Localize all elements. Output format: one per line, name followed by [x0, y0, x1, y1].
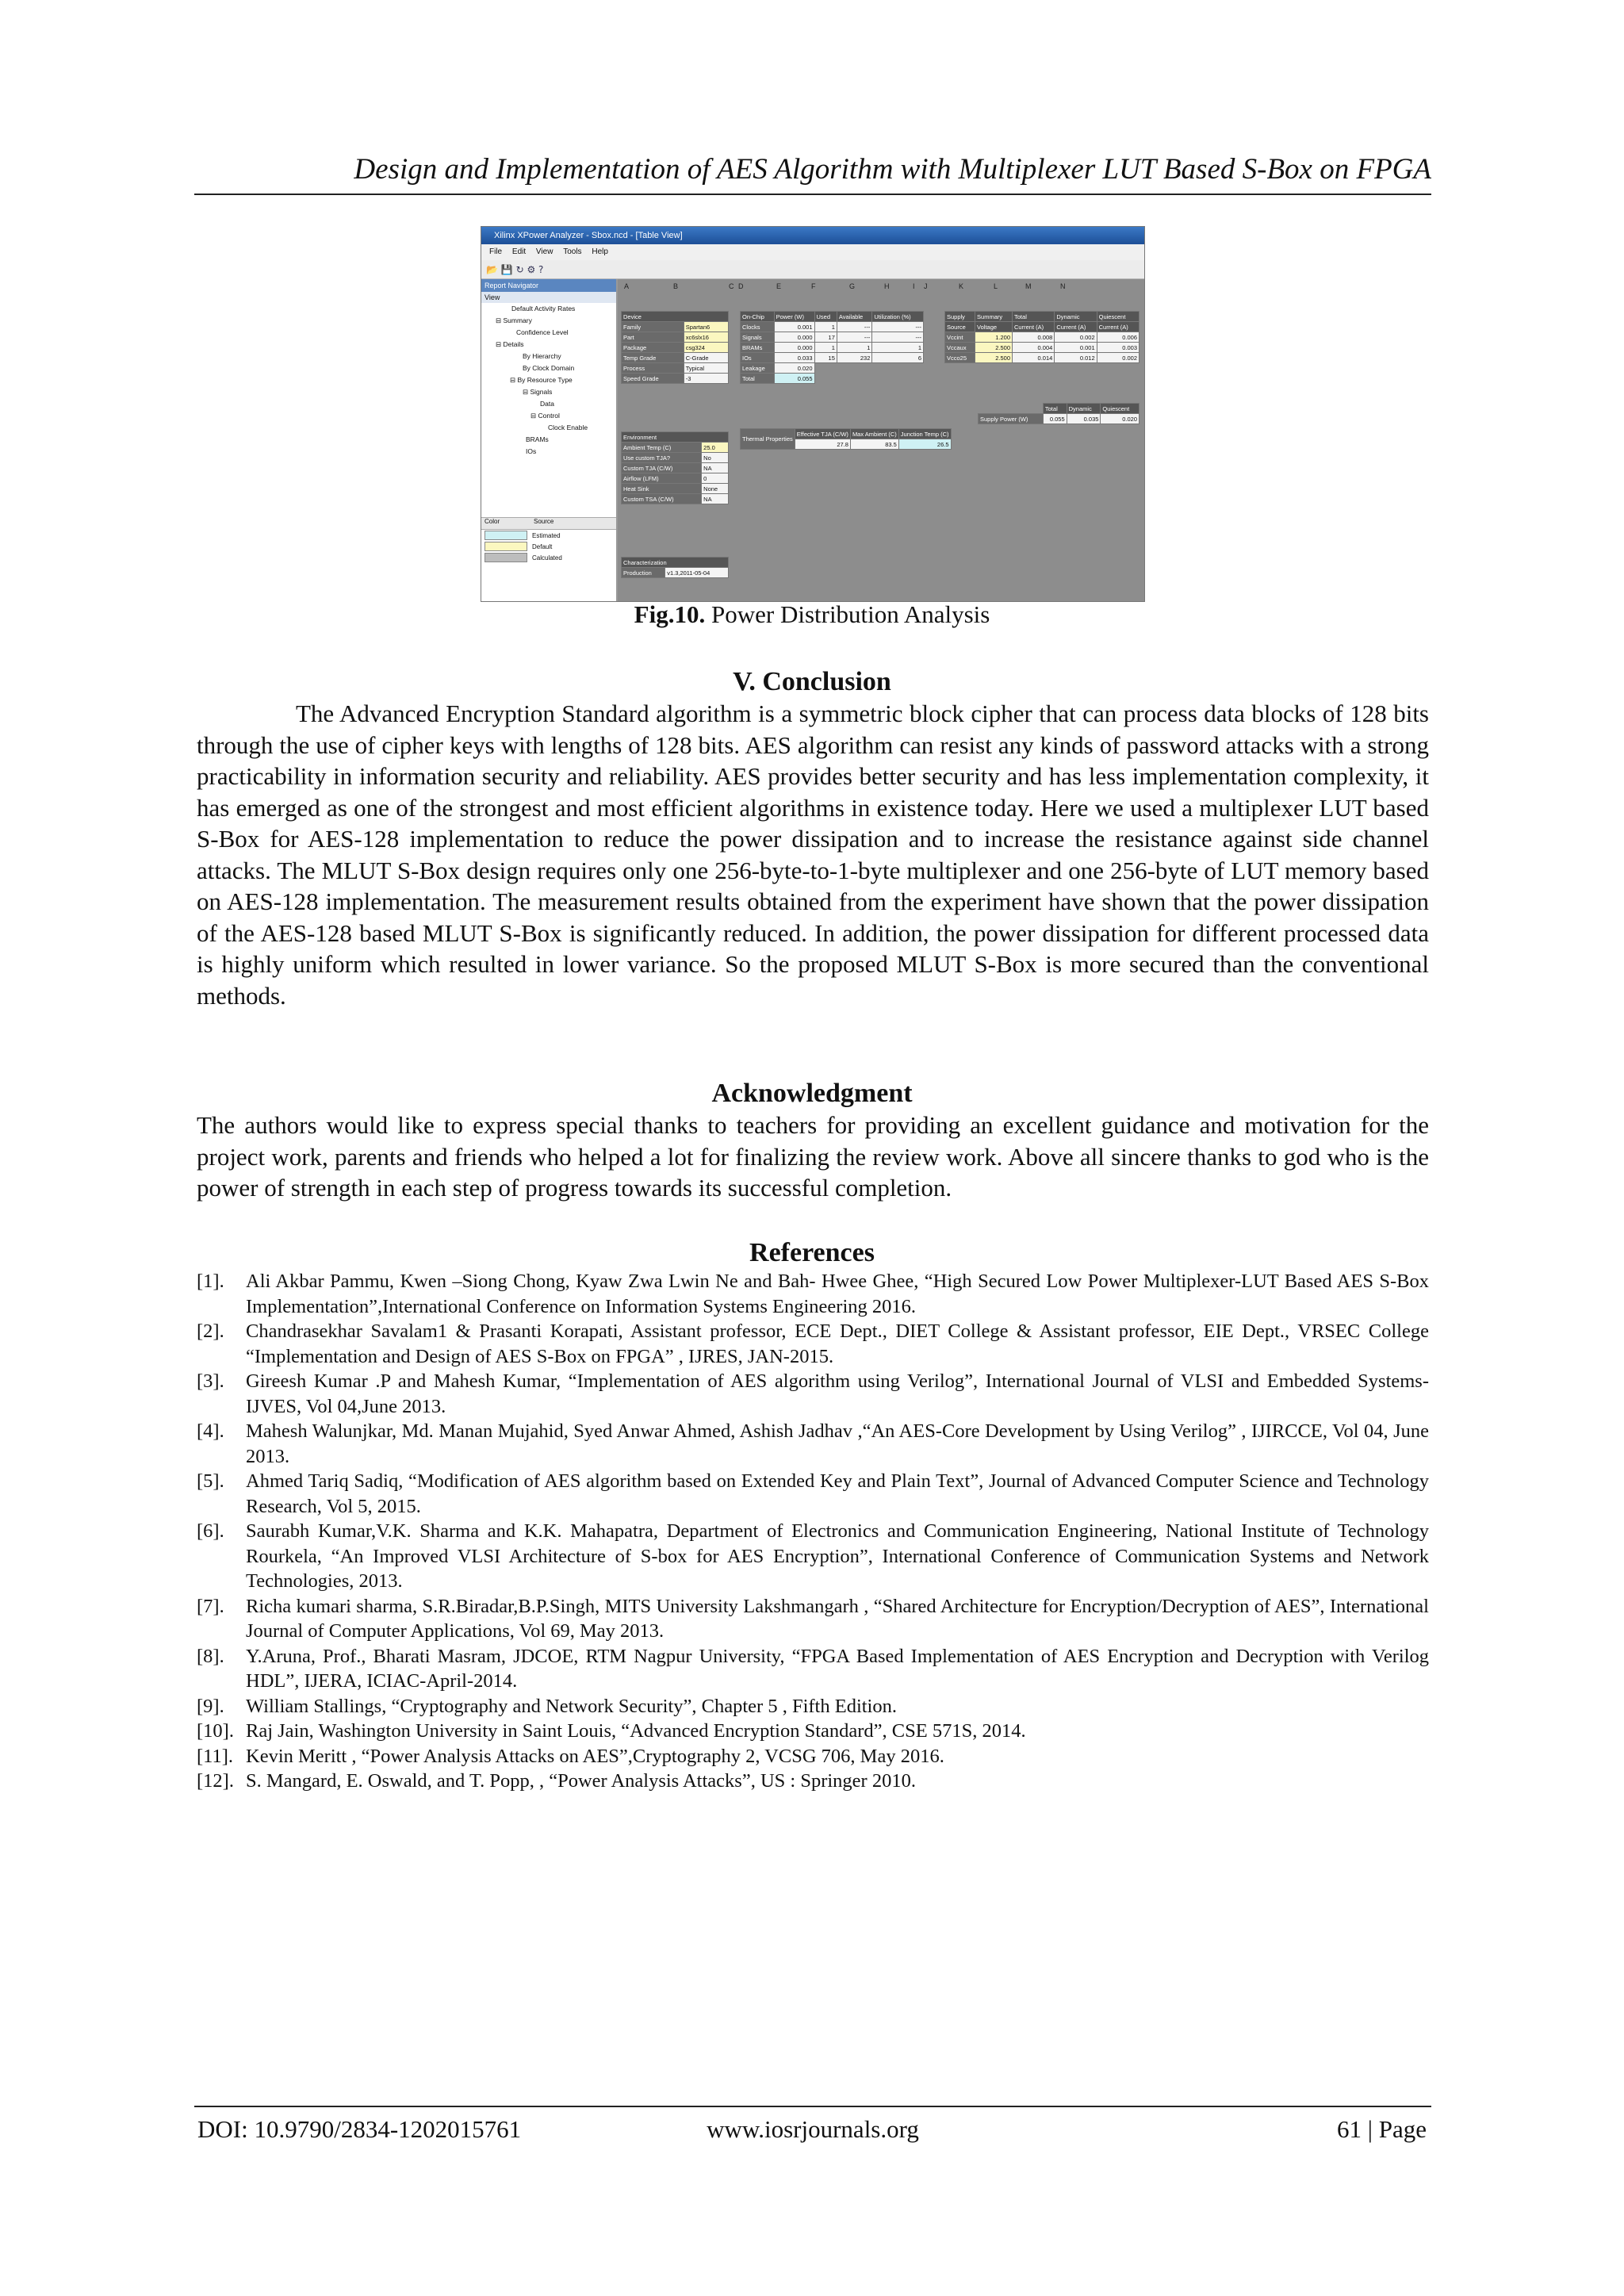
reference-text: Ahmed Tariq Sadiq, “Modification of AES algorithm based on Extended Key and Plain Text”, Journal of Advanced Computer Science and Technology Research, Vol 5, 2015.: [246, 1470, 1429, 1517]
device-value[interactable]: xc6slx16: [684, 332, 728, 343]
onchip-header: Used: [814, 312, 837, 322]
supply-subheader: Current (A): [1055, 322, 1097, 332]
conclusion-paragraph: The Advanced Encryption Standard algorithm is a symmetric block cipher that can process data blocks of 128 bits through the use of cipher keys with lengths of 128 bits. AES algorithm can resist any kinds of password attacks with a strong practicability in information security and reliability. AES provides better security and has less implementation complexity, it has emerged as one of the strongest and most efficient algorithms in existence today. Here we used a multiplexer LUT based S-Box for AES-128 implementation to reduce the power dissipation and to increase the resistance against side channel attacks. The MLUT S-Box design requires only one 256-byte-to-1-byte multiplexer and one 256-byte of LUT memory based on AES-128 implementation. The measurement results obtained from the experiment have shown that the power dissipation of the AES-128 based MLUT S-Box is significantly reduced. In addition, the power dissipation for different processed data is highly uniform which resulted in lower variance. So the proposed MLUT S-Box is more secured than the conventional methods.: [197, 700, 1429, 1010]
col-letter: L: [994, 282, 998, 290]
reference-number: [1].: [197, 1271, 224, 1292]
environment-label: Heat Sink: [622, 484, 702, 494]
window-title: Xilinx XPower Analyzer - Sbox.ncd - [Table View]: [481, 227, 1144, 244]
menu-help[interactable]: Help: [592, 247, 608, 256]
onchip-cell: 15: [814, 353, 837, 363]
nav-item[interactable]: Confidence Level: [516, 328, 569, 336]
device-label: Process: [622, 363, 684, 374]
onchip-label: BRAMs: [741, 343, 775, 353]
nav-item[interactable]: ⊟ Control: [530, 412, 560, 420]
onchip-cell: 0.000: [774, 332, 814, 343]
supply-cell: 0.006: [1097, 332, 1139, 343]
supply-power-header: Dynamic: [1067, 404, 1101, 414]
onchip-cell: 0.000: [774, 343, 814, 353]
legend-swatch: [485, 542, 527, 551]
acknowledgment-paragraph: The authors would like to express special thanks to teachers for providing an excellent guidance and motivation for the project work, parents and friends who helped a lot for finalizing the review work. Above all sincere thanks to god who is the power of strength in each step of progress towards its successful completion.: [197, 1111, 1429, 1202]
reference-item: [197, 1269, 1429, 1319]
device-label: Temp Grade: [622, 353, 684, 363]
characterization-table: [621, 557, 729, 578]
menu-tools[interactable]: Tools: [563, 247, 582, 256]
device-label: Family: [622, 322, 684, 332]
onchip-label: Total: [741, 374, 775, 384]
supply-header: Quiescent: [1097, 312, 1139, 322]
supply-subheader: Current (A): [1013, 322, 1055, 332]
menu-edit[interactable]: Edit: [511, 247, 527, 256]
supply-label: Vccaux: [945, 343, 975, 353]
legend-label: Calculated: [532, 554, 562, 562]
supply-header: Summary: [975, 312, 1013, 322]
supply-cell: 0.004: [1013, 343, 1055, 353]
acknowledgment-heading: Acknowledgment: [711, 1079, 913, 1108]
figure-caption: [0, 599, 1624, 631]
supply-subheader: Source: [945, 322, 975, 332]
onchip-header: On-Chip: [741, 312, 775, 322]
nav-item[interactable]: Data: [540, 400, 554, 408]
nav-item[interactable]: ⊟ Details: [496, 340, 524, 348]
nav-item[interactable]: IOs: [526, 447, 537, 455]
page-footer: [194, 2106, 1431, 2143]
reference-number: [2].: [197, 1320, 224, 1342]
col-letter: K: [959, 282, 964, 290]
supply-cell: 0.001: [1055, 343, 1097, 353]
environment-label: Ambient Temp (C): [622, 443, 702, 453]
reference-number: [11].: [197, 1745, 234, 1767]
reference-text: Richa kumari sharma, S.R.Biradar,B.P.Singh, MITS University Lakshmangarh , “Shared Architecture for Encryption/Decryption of AES”, International Journal of Computer Applications, Vol 69, May 2013.: [246, 1595, 1429, 1642]
nav-item[interactable]: By Hierarchy: [523, 352, 561, 360]
reference-item: [197, 1744, 1429, 1769]
supply-voltage[interactable]: 1.200: [975, 332, 1013, 343]
reference-text: Y.Aruna, Prof., Bharati Masram, JDCOE, RTM Nagpur University, “FPGA Based Implementation of AES Encryption and Decryption with Verilog HDL”, IJERA, ICIAC-April-2014.: [246, 1645, 1429, 1692]
thermal-max-ambient: 83.5: [850, 439, 898, 450]
onchip-total: 0.055: [774, 374, 814, 384]
legend-header: [481, 517, 616, 530]
environment-table: [621, 431, 729, 504]
onchip-cell: 1: [814, 343, 837, 353]
supply-label: Vcco25: [945, 353, 975, 363]
col-letter: M: [1025, 282, 1032, 290]
col-letter: F: [811, 282, 816, 290]
onchip-header: Utilization (%): [872, 312, 924, 322]
report-navigator-title: Report Navigator: [481, 279, 616, 292]
col-letter: A: [624, 282, 630, 290]
reference-number: [7].: [197, 1595, 224, 1617]
thermal-header: Junction Temp (C): [898, 429, 951, 439]
onchip-cell: ---: [872, 332, 924, 343]
menu-file[interactable]: File: [489, 247, 503, 256]
reference-number: [12].: [197, 1770, 234, 1792]
nav-item[interactable]: Clock Enable: [548, 424, 588, 431]
supply-power-dynamic: 0.035: [1067, 414, 1101, 424]
supply-cell: 0.008: [1013, 332, 1055, 343]
onchip-cell: 17: [814, 332, 837, 343]
supply-power-table: [978, 403, 1139, 424]
reference-item: [197, 1469, 1429, 1519]
reference-number: [9].: [197, 1695, 224, 1717]
environment-header: Environment: [622, 432, 729, 443]
supply-cell: 0.003: [1097, 343, 1139, 353]
reference-text: Raj Jain, Washington University in Saint Louis, “Advanced Encryption Standard”, CSE 571S, 2014.: [246, 1720, 1026, 1742]
reference-number: [5].: [197, 1470, 224, 1492]
legend-row: [481, 530, 616, 541]
supply-label: Vccint: [945, 332, 975, 343]
device-value[interactable]: -3: [684, 374, 728, 384]
footer-doi: DOI: 10.9790/2834-1202015761: [197, 2115, 522, 2143]
device-value[interactable]: csg324: [684, 343, 728, 353]
onchip-label: Clocks: [741, 322, 775, 332]
onchip-cell: 232: [837, 353, 872, 363]
reference-number: [6].: [197, 1520, 224, 1542]
refresh-icon[interactable]: ↻: [515, 264, 524, 275]
figure-caption-text: Power Distribution Analysis: [710, 600, 990, 628]
supply-power-header: Quiescent: [1101, 404, 1139, 414]
supply-power-quiescent: 0.020: [1101, 414, 1139, 424]
onchip-label: Signals: [741, 332, 775, 343]
power-analyzer-screenshot: [481, 226, 1145, 602]
reference-text: Mahesh Walunjkar, Md. Manan Mujahid, Syed Anwar Ahmed, Ashish Jadhav ,“An AES-Core Development by Using Verilog” , IJIRCCE, Vol 04, June 2013.: [246, 1420, 1429, 1467]
thermal-label: Thermal Properties: [741, 429, 795, 450]
reference-text: Chandrasekhar Savalam1 & Prasanti Korapati, Assistant professor, ECE Dept., DIET College & Assistant professor, EIE Dept., VRSEC College “Implementation and Design of AES S-Box on FPGA” , IJRES, JAN-2015.: [246, 1320, 1429, 1367]
legend-row: [481, 541, 616, 552]
device-value[interactable]: Spartan6: [684, 322, 728, 332]
thermal-properties-table: [740, 428, 952, 450]
col-letter: H: [884, 282, 890, 290]
reference-number: [10].: [197, 1720, 234, 1742]
supply-header: Dynamic: [1055, 312, 1097, 322]
environment-label: Custom TJA (C/W): [622, 463, 702, 473]
save-icon[interactable]: 💾: [500, 264, 513, 275]
supply-subheader: Voltage: [975, 322, 1013, 332]
thermal-header: Effective TJA (C/W): [795, 429, 850, 439]
onchip-header: Power (W): [774, 312, 814, 322]
col-letter: B: [673, 282, 679, 290]
legend-label: Estimated: [532, 531, 561, 539]
open-icon[interactable]: 📂: [486, 264, 498, 275]
environment-value[interactable]: NA: [702, 494, 729, 504]
nav-item[interactable]: Default Activity Rates: [511, 305, 576, 312]
reference-text: S. Mangard, E. Oswald, and T. Popp, , “Power Analysis Attacks”, US : Springer 2010.: [246, 1770, 916, 1792]
supply-power-label: Supply Power (W): [979, 414, 1044, 424]
footer-page-number: 61 | Page: [1337, 2115, 1427, 2143]
supply-subheader: Current (A): [1097, 322, 1139, 332]
device-label: Package: [622, 343, 684, 353]
onchip-header: Available: [837, 312, 872, 322]
reference-item: [197, 1319, 1429, 1369]
reference-item: [197, 1594, 1429, 1644]
legend-swatch: [485, 531, 527, 540]
supply-voltage[interactable]: 2.500: [975, 343, 1013, 353]
onchip-label: IOs: [741, 353, 775, 363]
references-heading: References: [749, 1238, 875, 1267]
device-table: [621, 311, 729, 384]
reference-item: [197, 1644, 1429, 1694]
settings-icon[interactable]: ⚙: [527, 264, 536, 275]
menu-view[interactable]: View: [535, 247, 553, 256]
onchip-cell: ---: [837, 322, 872, 332]
reference-text: Gireesh Kumar .P and Mahesh Kumar, “Implementation of AES algorithm using Verilog”, International Journal of VLSI and Embedded Systems-IJVES, Vol 04,June 2013.: [246, 1370, 1429, 1417]
running-header: [194, 151, 1431, 195]
thermal-tja: 27.8: [795, 439, 850, 450]
col-letter: C: [729, 282, 734, 290]
environment-value[interactable]: No: [702, 453, 729, 463]
device-value[interactable]: Typical: [684, 363, 728, 374]
environment-value[interactable]: 0: [702, 473, 729, 484]
environment-label: Use custom TJA?: [622, 453, 702, 463]
supply-power-total: 0.055: [1043, 414, 1067, 424]
supply-cell: 0.002: [1055, 332, 1097, 343]
col-letter: I: [913, 282, 915, 290]
nav-item[interactable]: ⊟ Signals: [523, 388, 553, 396]
reference-text: Saurabh Kumar,V.K. Sharma and K.K. Mahapatra, Department of Electronics and Communication Engineering, National Institute of Technology Rourkela, “An Improved VLSI Architecture of S-box for AES Encryption”, International Conference of Communication Systems and Network Technologies, 2013.: [246, 1520, 1429, 1592]
col-letter: J: [924, 282, 928, 290]
onchip-cell: 1: [872, 343, 924, 353]
supply-cell: 0.012: [1055, 353, 1097, 363]
device-header: Device: [622, 312, 729, 322]
supply-cell: 0.002: [1097, 353, 1139, 363]
col-letter: G: [849, 282, 856, 290]
thermal-junction-temp: 26.5: [898, 439, 951, 450]
supply-header: Supply: [945, 312, 975, 322]
environment-label: Custom TSA (C/W): [622, 494, 702, 504]
legend-label: Default: [532, 542, 553, 550]
supply-power-header: Total: [1043, 404, 1067, 414]
onchip-cell: 0.033: [774, 353, 814, 363]
onchip-label: Leakage: [741, 363, 775, 374]
onchip-cell: 0.020: [774, 363, 814, 374]
nav-item[interactable]: BRAMs: [526, 435, 549, 443]
toolbar: [481, 260, 1144, 279]
references-list: [197, 1269, 1429, 1794]
reference-item: [197, 1769, 1429, 1794]
nav-item[interactable]: By Clock Domain: [523, 364, 575, 372]
environment-value[interactable]: None: [702, 484, 729, 494]
nav-item[interactable]: ⊟ By Resource Type: [510, 376, 573, 384]
footer-website: www.iosrjournals.org: [707, 2115, 919, 2143]
environment-label: Airflow (LFM): [622, 473, 702, 484]
supply-header: Total: [1013, 312, 1055, 322]
characterization-label: Production: [622, 568, 665, 578]
supply-summary-table: [944, 311, 1139, 363]
nav-item[interactable]: ⊟ Summary: [496, 316, 532, 324]
reference-item: [197, 1694, 1429, 1719]
column-letters: [618, 281, 1144, 292]
legend-color-header: Color: [485, 518, 500, 525]
col-letter: E: [776, 282, 782, 290]
reference-item: [197, 1369, 1429, 1419]
onchip-cell: 6: [872, 353, 924, 363]
col-letter: D: [738, 282, 744, 290]
onchip-cell: ---: [872, 322, 924, 332]
reference-text: William Stallings, “Cryptography and Network Security”, Chapter 5 , Fifth Edition.: [246, 1695, 897, 1717]
environment-value[interactable]: NA: [702, 463, 729, 473]
reference-item: [197, 1419, 1429, 1469]
device-value[interactable]: C-Grade: [684, 353, 728, 363]
reference-text: Ali Akbar Pammu, Kwen –Siong Chong, Kyaw Zwa Lwin Ne and Bah- Hwee Ghee, “High Secured Low Power Multiplexer-LUT Based AES S-Box Implementation”,International Conference on Information Systems Engineering 2016.: [246, 1271, 1429, 1317]
legend-swatch: [485, 553, 527, 562]
characterization-value: v1.3,2011-05-04: [665, 568, 729, 578]
reference-number: [8].: [197, 1645, 224, 1667]
report-navigator-view: View: [481, 292, 616, 303]
color-legend: [481, 517, 616, 563]
reference-text: Kevin Meritt , “Power Analysis Attacks on AES”,Cryptography 2, VCSG 706, May 2016.: [246, 1745, 944, 1767]
onchip-cell: 0.001: [774, 322, 814, 332]
onchip-power-table: [740, 311, 924, 384]
supply-cell: 0.014: [1013, 353, 1055, 363]
conclusion-heading: V. Conclusion: [733, 667, 891, 696]
reference-item: [197, 1719, 1429, 1744]
onchip-cell: 1: [814, 322, 837, 332]
thermal-header: Max Ambient (C): [850, 429, 898, 439]
report-navigator: [481, 279, 618, 601]
device-label: Speed Grade: [622, 374, 684, 384]
running-header-title: Design and Implementation of AES Algorithm with Multiplexer LUT Based S-Box on FPGA: [354, 153, 1431, 186]
col-letter: N: [1060, 282, 1066, 290]
onchip-cell: ---: [837, 332, 872, 343]
menu-bar: [481, 244, 1144, 260]
figure-caption-label: Fig.10.: [634, 600, 706, 628]
help-icon[interactable]: ?: [538, 264, 544, 275]
environment-value[interactable]: 25.0: [702, 443, 729, 453]
reference-item: [197, 1519, 1429, 1594]
legend-source-header: Source: [534, 518, 554, 525]
reference-number: [3].: [197, 1370, 224, 1392]
reference-number: [4].: [197, 1420, 224, 1442]
characterization-header: Characterization: [622, 558, 729, 568]
supply-voltage[interactable]: 2.500: [975, 353, 1013, 363]
onchip-cell: 1: [837, 343, 872, 353]
legend-row: [481, 552, 616, 563]
device-label: Part: [622, 332, 684, 343]
